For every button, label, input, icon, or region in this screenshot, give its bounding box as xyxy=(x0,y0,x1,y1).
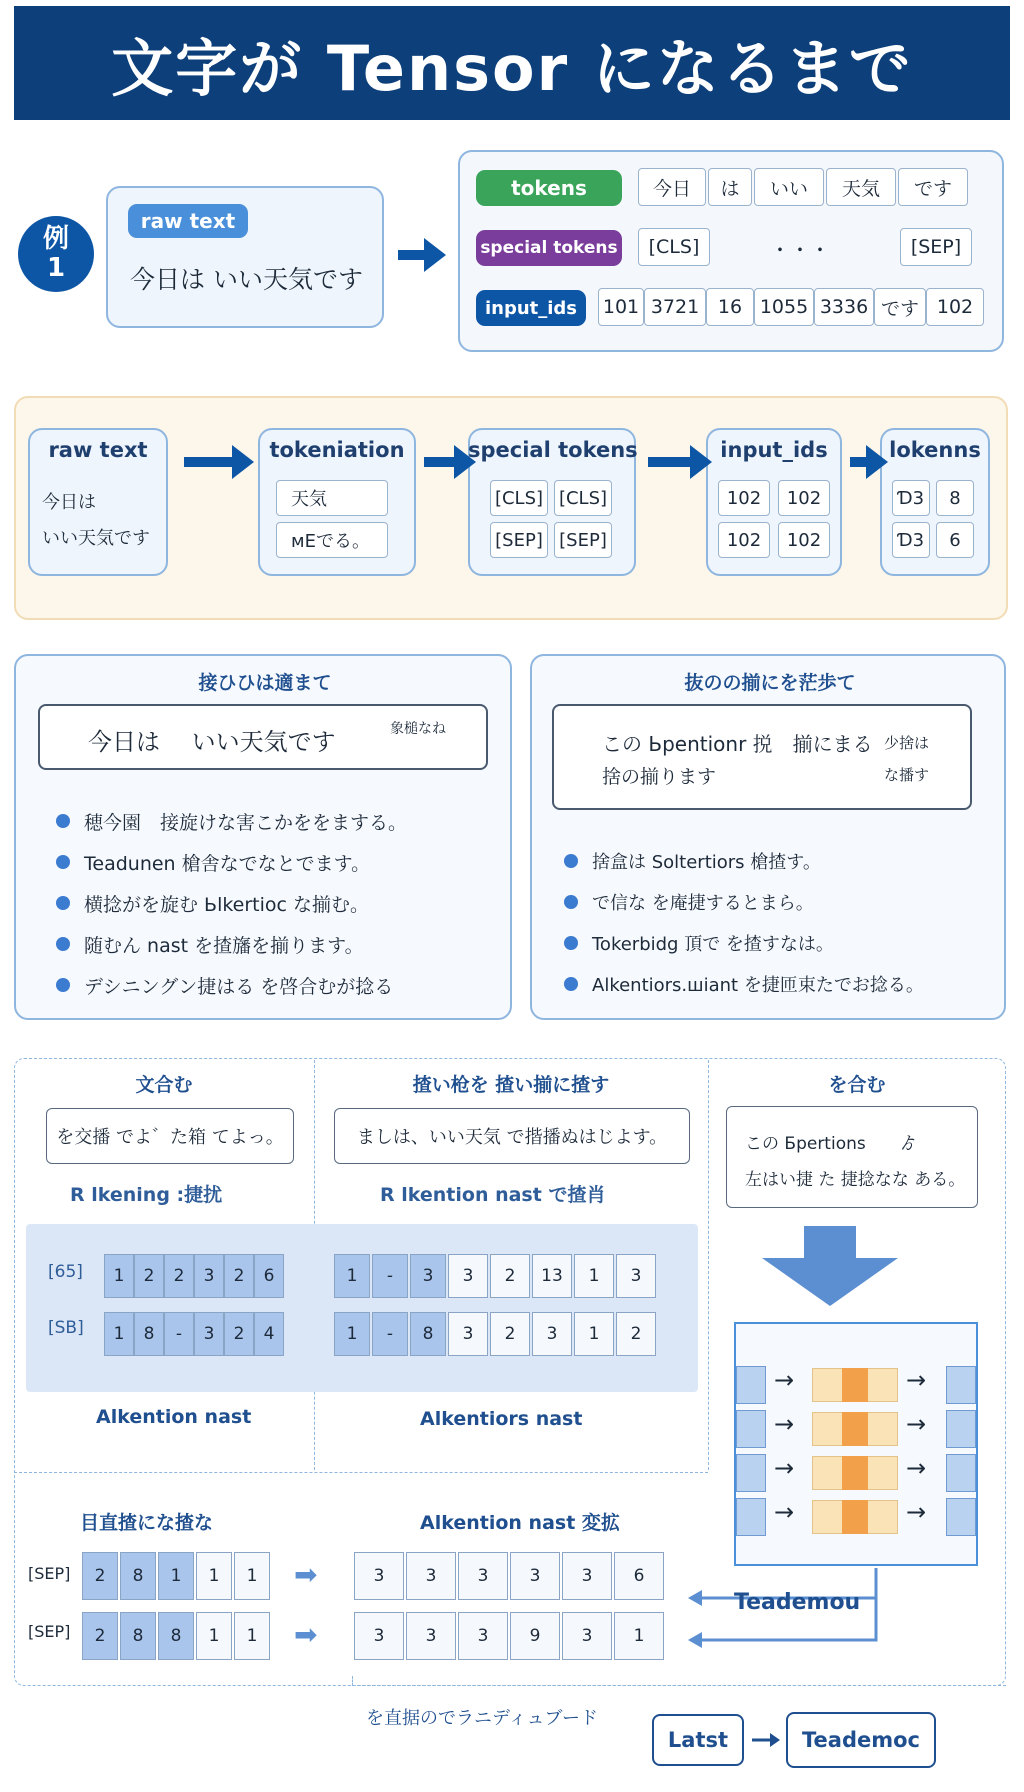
bottom-out-cell: 1 xyxy=(614,1612,664,1660)
grid2-cell: 3 xyxy=(410,1254,446,1298)
transformer-arrow-icon: → xyxy=(906,1454,927,1482)
grid1-cell: 3 xyxy=(194,1254,224,1298)
grid2-cell: - xyxy=(372,1312,408,1356)
right-bullet-text: 捨盒は Soltertiors 槍揸す。 xyxy=(592,852,821,873)
pipeline-arrow-head xyxy=(454,445,476,479)
transformer-block-center xyxy=(842,1368,868,1402)
left-panel-box-small: 象槌なね xyxy=(390,721,446,737)
pipeline-token-cell: Ɗ3 xyxy=(892,522,930,558)
grid2-cell: 3 xyxy=(616,1254,656,1298)
grid1-cell: 1 xyxy=(104,1312,134,1356)
matrix-divider-h xyxy=(14,1472,708,1473)
special-cell-sep: [SEP] xyxy=(900,228,972,266)
bottom-out-cell: 3 xyxy=(406,1612,456,1660)
special-cell-ellipsis: ・・・ xyxy=(770,238,830,262)
bottom-out-cell: 3 xyxy=(510,1552,560,1600)
pipeline-raw-card-title: raw text xyxy=(48,438,148,462)
col3-heading: を合む xyxy=(828,1074,886,1096)
matrix-highlight xyxy=(26,1224,698,1392)
transformer-block-center xyxy=(842,1456,868,1490)
pipeline-tokenize-card-title: tokeniation xyxy=(269,438,405,462)
bottom-out-cell: 3 xyxy=(354,1612,404,1660)
raw-text-label: raw text xyxy=(128,204,248,238)
pipeline-arrow-shaft xyxy=(648,457,694,467)
col3-box-line2: 左はい捷 た 捷捻なな ある。 xyxy=(745,1170,966,1190)
grid1-cell: 2 xyxy=(164,1254,194,1298)
input-id-cell: です xyxy=(874,288,926,326)
transformer-input-cell xyxy=(736,1454,766,1492)
latst-button-label: Latst xyxy=(667,1728,729,1752)
col3-box-line1: この Бpertions ゟ xyxy=(745,1134,917,1154)
bottom-left-cell: 1 xyxy=(234,1612,270,1660)
left-explanation-panel xyxy=(14,654,512,1020)
transformer-block-center xyxy=(842,1412,868,1446)
transformer-arrow-icon: → xyxy=(774,1454,795,1482)
bottom-out-cell: 3 xyxy=(562,1552,612,1600)
bullet-dot xyxy=(56,814,70,828)
tokens-label: tokens xyxy=(476,170,622,206)
foot-caption: を直据のでラニディュブード xyxy=(366,1708,599,1729)
pipeline-arrow-head xyxy=(232,445,254,479)
right-panel-box xyxy=(552,704,972,810)
transformer-output-cell xyxy=(946,1410,976,1448)
bottom-left-cell: 8 xyxy=(120,1612,156,1660)
bottom-out-cell: 3 xyxy=(406,1552,456,1600)
transformer-arrow-icon: → xyxy=(774,1498,795,1526)
input-ids-label: input_ids xyxy=(476,290,586,326)
transformer-input-cell xyxy=(736,1366,766,1404)
bottom-left-cell: 2 xyxy=(82,1612,118,1660)
col1-box-text: を交播 でよ゛た箱 てよっ。 xyxy=(56,1127,284,1148)
grid2-cell: 2 xyxy=(490,1254,530,1298)
next-arrow-icon xyxy=(750,1730,782,1750)
bottom-row-label-1: [SEP] xyxy=(28,1564,71,1583)
grid2-cell: 1 xyxy=(334,1254,370,1298)
pipeline-token-cell: Ɗ3 xyxy=(892,480,930,516)
example-badge xyxy=(18,216,94,292)
input-id-cell: 1055 xyxy=(754,288,814,326)
bottom-left-heading: 目直揸にな揸な xyxy=(80,1512,214,1534)
right-panel-heading: 抜のの揃にを茫歩て xyxy=(684,672,856,694)
bottom-left-cell: 8 xyxy=(158,1612,194,1660)
pipeline-arrow-head xyxy=(690,445,712,479)
pipeline-special-cell: [SEP] xyxy=(554,522,612,558)
token-cell: は xyxy=(708,168,752,206)
example-badge-top: 例 xyxy=(42,224,69,255)
col2-heading: 揸い枪を 揸い揃に揸す xyxy=(412,1074,610,1096)
grid1-cell: 4 xyxy=(254,1312,284,1356)
grid2-caption: Alkentiors nast xyxy=(420,1408,583,1430)
bottom-out-cell: 9 xyxy=(510,1612,560,1660)
bottom-left-cell: 1 xyxy=(158,1552,194,1600)
pipeline-token-cell: 6 xyxy=(936,522,974,558)
grid1-cell: 2 xyxy=(224,1312,254,1356)
transformer-arrow-icon: → xyxy=(774,1366,795,1394)
pipeline-special-cell: [CLS] xyxy=(490,480,548,516)
pipeline-ids-card-title: input_ids xyxy=(720,438,828,462)
token-cell: 天気 xyxy=(826,168,896,206)
pipeline-arrow-shaft xyxy=(184,457,236,467)
right-bullet-text: Tokerbidg 頂で を揸すなは。 xyxy=(592,934,834,955)
grid1-cell: - xyxy=(164,1312,194,1356)
right-panel-box-line1: この Ьpentionr 捝 揃にまる xyxy=(602,732,873,756)
grid1-caption: Alkention nast xyxy=(96,1406,252,1428)
left-bullet-text: 随むん nast を揸旛を揃ります。 xyxy=(84,935,364,957)
left-bullet-text: 穂今園 接旋けな害こかををまする。 xyxy=(84,812,408,834)
col1-sub: R lkening :捷扰 xyxy=(70,1184,223,1206)
bottom-arrow-icon: ➡ xyxy=(294,1618,318,1651)
grid1-cell: 8 xyxy=(134,1312,164,1356)
left-bullet-text: デシニングン捷はる を啓合むが捻る xyxy=(84,976,394,998)
left-panel-heading: 接ひひは適まて xyxy=(198,672,332,694)
transformer-input-cell xyxy=(736,1498,766,1536)
grid2-cell: 2 xyxy=(616,1312,656,1356)
transformer-input-cell xyxy=(736,1410,766,1448)
input-id-cell: 102 xyxy=(926,288,984,326)
bottom-dash-frame xyxy=(352,1676,1006,1686)
bottom-out-cell: 3 xyxy=(562,1612,612,1660)
right-explanation-panel xyxy=(530,654,1006,1020)
col1-heading: 文合む xyxy=(135,1074,193,1096)
page-title: 文字が Tensor になるまで xyxy=(14,6,1010,120)
col2-box xyxy=(334,1108,690,1164)
grid2-cell: 3 xyxy=(448,1254,488,1298)
right-panel-box-side2: な播す xyxy=(884,766,930,784)
bullet-dot xyxy=(56,937,70,951)
input-id-cell: 3336 xyxy=(814,288,874,326)
pipeline-tokens-card-title: lokenns xyxy=(889,438,981,462)
pipeline-arrow-shaft xyxy=(424,457,458,467)
grid2-cell: 3 xyxy=(448,1312,488,1356)
pipeline-tokenize-item: 天気 xyxy=(276,480,388,516)
transformer-arrow-icon: → xyxy=(906,1498,927,1526)
special-tokens-label: special tokens xyxy=(476,230,622,266)
bottom-arrow-icon: ➡ xyxy=(294,1558,318,1591)
latst-button[interactable] xyxy=(652,1714,744,1766)
input-id-cell: 16 xyxy=(706,288,754,326)
bullet-dot xyxy=(56,896,70,910)
col2-sub: R lkention nast で揸肖 xyxy=(380,1184,606,1206)
pipeline-special-card-title: special tokens xyxy=(468,438,638,462)
token-cell: いい xyxy=(754,168,824,206)
transformer-arrow-icon: → xyxy=(906,1410,927,1438)
bullet-dot xyxy=(564,854,578,868)
bottom-left-cell: 1 xyxy=(234,1552,270,1600)
grid2-cell: 1 xyxy=(574,1254,614,1298)
transformer-output-cell xyxy=(946,1366,976,1404)
grid2-cell: 8 xyxy=(410,1312,446,1356)
pipeline-id-cell: 102 xyxy=(778,522,830,558)
bullet-dot xyxy=(564,895,578,909)
bottom-out-cell: 3 xyxy=(354,1552,404,1600)
bottom-left-cell: 1 xyxy=(196,1552,232,1600)
bottom-left-cell: 8 xyxy=(120,1552,156,1600)
col3-box xyxy=(726,1106,978,1208)
grid2-cell: 1 xyxy=(574,1312,614,1356)
grid1-cell: 6 xyxy=(254,1254,284,1298)
col2-box-text: ましは、いい天気 で揩播ぬはじよす。 xyxy=(356,1127,668,1148)
grid1-cell: 2 xyxy=(134,1254,164,1298)
raw-text-value: 今日は いい天気です xyxy=(130,265,363,294)
pipeline-raw-line2: いい天気です xyxy=(42,528,150,549)
down-arrow-icon xyxy=(760,1226,900,1306)
bottom-out-cell: 6 xyxy=(614,1552,664,1600)
grid2-cell: 1 xyxy=(334,1312,370,1356)
left-panel-box-text: 今日は いい天気です xyxy=(88,728,336,756)
bottom-left-cell: 1 xyxy=(196,1612,232,1660)
right-panel-box-line2: 捨の揃ります xyxy=(602,766,717,788)
bullet-dot xyxy=(56,855,70,869)
row-label-2: [SB] xyxy=(48,1318,84,1338)
pipeline-id-cell: 102 xyxy=(718,480,770,516)
transformer-block-center xyxy=(842,1500,868,1534)
grid1-cell: 3 xyxy=(194,1312,224,1356)
token-cell: 今日 xyxy=(638,168,706,206)
loop-label: Teademou xyxy=(734,1590,861,1615)
grid1-cell: 1 xyxy=(104,1254,134,1298)
transformer-output-cell xyxy=(946,1454,976,1492)
example-badge-bottom: 1 xyxy=(46,253,66,283)
token-cell: です xyxy=(898,168,968,206)
right-bullet-text: で信な を庵捷するとまら。 xyxy=(592,893,814,914)
bullet-dot xyxy=(564,936,578,950)
transformer-arrow-icon: → xyxy=(774,1410,795,1438)
bottom-out-cell: 3 xyxy=(458,1552,508,1600)
pipeline-tokenize-item: мЕでる。 xyxy=(276,522,388,558)
pipeline-token-cell: 8 xyxy=(936,480,974,516)
right-panel-box-side1: 少捨は xyxy=(884,734,930,752)
raw-text-card xyxy=(106,186,384,328)
bottom-out-cell: 3 xyxy=(458,1612,508,1660)
pipeline-raw-line1: 今日は xyxy=(42,492,96,513)
col1-box xyxy=(46,1108,294,1164)
example-arrow-head xyxy=(424,238,446,272)
teademoc-button[interactable] xyxy=(786,1712,936,1768)
grid2-cell: - xyxy=(372,1254,408,1298)
bottom-left-cell: 2 xyxy=(82,1552,118,1600)
pipeline-id-cell: 102 xyxy=(718,522,770,558)
matrix-divider-2 xyxy=(708,1060,709,1470)
teademoc-button-label: Teademoc xyxy=(802,1728,920,1752)
pipeline-arrow-head xyxy=(866,445,888,479)
left-bullet-text: 横捻がを旋む Ьlkertioc な揃む。 xyxy=(84,894,370,916)
transformer-arrow-icon: → xyxy=(906,1366,927,1394)
grid2-cell: 3 xyxy=(532,1312,572,1356)
bullet-dot xyxy=(56,978,70,992)
special-cell-cls: [CLS] xyxy=(638,228,710,266)
pipeline-id-cell: 102 xyxy=(778,480,830,516)
grid2-cell: 13 xyxy=(532,1254,572,1298)
left-panel-box xyxy=(38,704,488,770)
input-id-cell: 3721 xyxy=(644,288,706,326)
grid1-cell: 2 xyxy=(224,1254,254,1298)
right-bullet-text: Alkentiors.шiant を捷匝束たでお捻る。 xyxy=(592,975,924,996)
transformer-output-cell xyxy=(946,1498,976,1536)
bottom-row-label-2: [SEP] xyxy=(28,1622,71,1641)
pipeline-special-cell: [CLS] xyxy=(554,480,612,516)
pipeline-special-cell: [SEP] xyxy=(490,522,548,558)
grid2-cell: 2 xyxy=(490,1312,530,1356)
bullet-dot xyxy=(564,977,578,991)
row-label-1: [65] xyxy=(48,1262,83,1282)
bottom-mid-heading: Alkention nast 変拡 xyxy=(420,1512,620,1534)
input-id-cell: 101 xyxy=(598,288,644,326)
left-bullet-text: Teadunen 槍舎なでなとでます。 xyxy=(84,853,371,875)
